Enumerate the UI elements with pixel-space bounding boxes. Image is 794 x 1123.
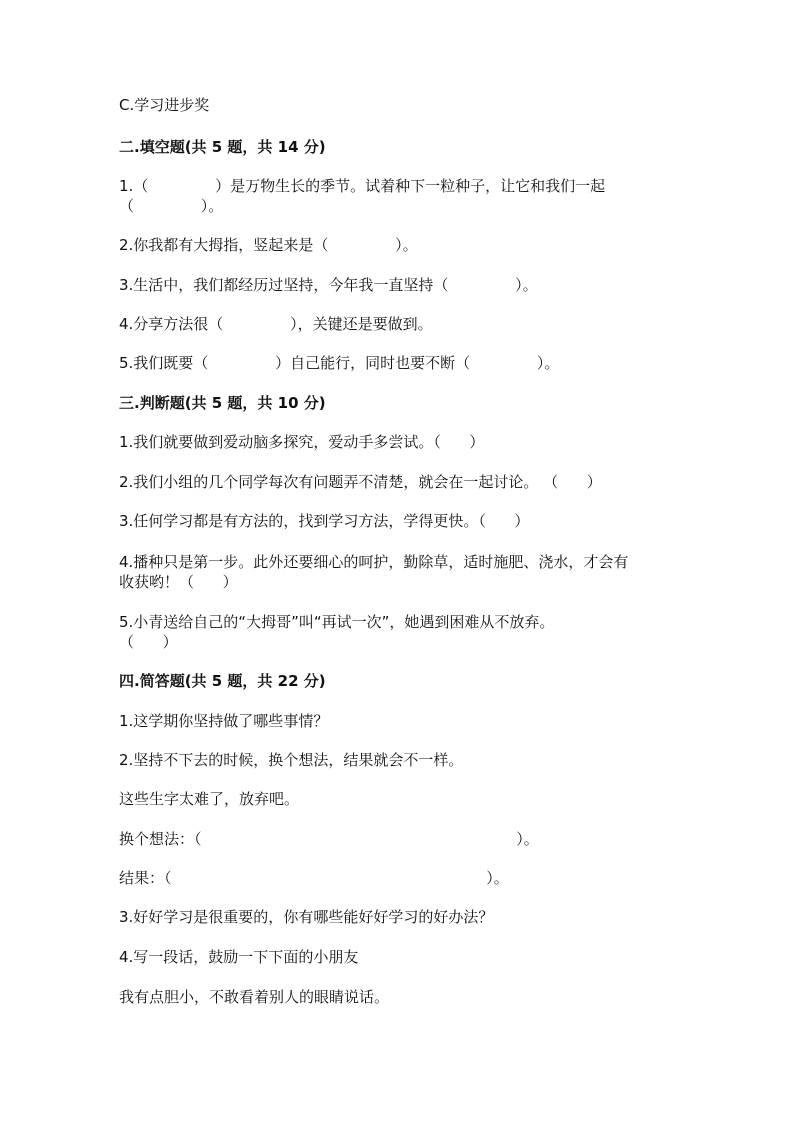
fill-question-5: 5.我们既要（ ）自己能行，同时也要不断（ ）。 xyxy=(119,354,560,372)
section-3-heading: 三.判断题(共 5 题，共 10 分) xyxy=(119,394,326,412)
fill-question-2: 2.你我都有大拇指，竖起来是（ ）。 xyxy=(119,236,418,254)
short-question-2-change-thought: 换个想法：（ ）。 xyxy=(119,830,539,848)
fill-question-3: 3.生活中，我们都经历过坚持，今年我一直坚持（ ）。 xyxy=(119,276,538,294)
judge-question-3: 3.任何学习都是有方法的，找到学习方法，学得更快。（ ） xyxy=(119,512,530,530)
judge-question-5-line-1: 5.小青送给自己的“大拇哥”叫“再试一次”，她遇到困难从不放弃。 xyxy=(119,613,555,631)
short-question-3: 3.好好学习是很重要的，你有哪些能好好学习的好办法？ xyxy=(119,908,494,926)
fill-question-1-line-1: 1.（ ）是万物生长的季节。试着种下一粒种子，让它和我们一起 xyxy=(119,177,606,195)
previous-option-c: C.学习进步奖 xyxy=(119,96,210,114)
fill-question-1-line-2: （ ）。 xyxy=(119,197,224,215)
fill-question-4: 4.分享方法很（ ），关键还是要做到。 xyxy=(119,315,433,333)
short-question-2-sentence: 这些生字太难了，放弃吧。 xyxy=(119,790,300,808)
judge-question-4-line-2: 收获哟！（ ） xyxy=(119,573,238,591)
section-4-heading: 四.简答题(共 5 题，共 22 分) xyxy=(119,672,326,690)
judge-question-2: 2.我们小组的几个同学每次有问题弄不清楚，就会在一起讨论。 （ ） xyxy=(119,473,602,491)
judge-question-5-line-2: （ ） xyxy=(119,633,178,651)
section-2-heading: 二.填空题(共 5 题，共 14 分) xyxy=(119,138,326,156)
short-question-2-result: 结果：（ ）。 xyxy=(119,869,509,887)
short-question-2: 2.坚持不下去的时候，换个想法，结果就会不一样。 xyxy=(119,751,464,769)
judge-question-1: 1.我们就要做到爱动脑多探究，爱动手多尝试。（ ） xyxy=(119,433,485,451)
short-question-4: 4.写一段话，鼓励一下下面的小朋友 xyxy=(119,948,359,966)
judge-question-4-line-1: 4.播种只是第一步。此外还要细心的呵护，勤除草，适时施肥、浇水，才会有 xyxy=(119,553,629,571)
short-question-4-sentence: 我有点胆小，不敢看着别人的眼睛说话。 xyxy=(119,988,390,1006)
short-question-1: 1.这学期你坚持做了哪些事情？ xyxy=(119,712,329,730)
